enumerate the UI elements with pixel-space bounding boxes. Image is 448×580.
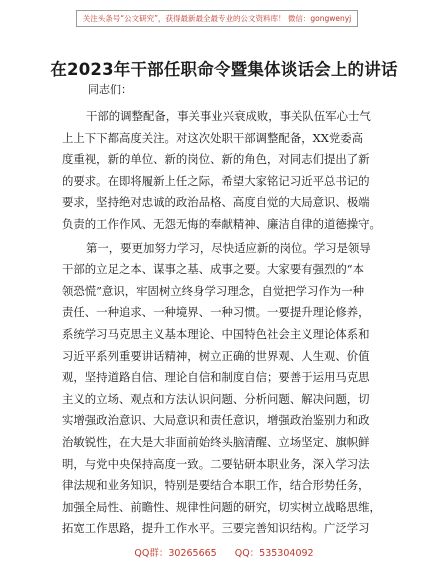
text-line: 负责的工作作风、无怨无悔的奉献精神、廉洁自律的道德操守。: [62, 216, 381, 231]
contact-footer: [0, 545, 448, 559]
text-line: 干部的调整配备，事关事业兴衰成败，事关队伍军心士气: [86, 109, 371, 123]
text-line: 领恐慌”意识，牢固树立终身学习理念，自觉把学习作为一种: [62, 283, 364, 298]
qq-number: QQ：535304092: [234, 548, 314, 559]
text-line: 实增强政治意识、大局意识和责任意识，增强政治鉴别力和政: [62, 413, 370, 428]
text-line: 拓宽工作思路，提升工作水平。三要完善知识结构。广泛学习: [62, 521, 370, 536]
text-line: 习近平系列重要讲话精神，树立正确的世界观、人生观、价值: [62, 348, 370, 363]
text-line: 要求，坚持绝对忠诚的政治品格、高度自觉的大局意识、极端: [62, 195, 370, 210]
qq-group-number: QQ群：30265665: [134, 548, 217, 559]
text-line: 第一，要更加努力学习，尽快适应新的岗位。学习是领导: [86, 240, 371, 255]
text-line: 干部的立足之本、谋事之基、成事之要。大家要有强烈的“本: [62, 262, 364, 277]
promo-banner: 关注头条号“公文研究”，获得最新最全最专业的公文资料库！ 微信：gongwenyj: [76, 10, 358, 27]
text-line: 的要求。在即将履新上任之际，希望大家铭记习近平总书记的: [62, 173, 370, 188]
text-line: 加强全局性、前瞻性、规律性问题的研究，切实树立战略思维，: [62, 499, 381, 514]
text-line: 主义的立场、观点和方法认识问题、分析问题、解决问题，切: [62, 391, 370, 406]
speech-body: [62, 106, 388, 540]
text-line: 度重视，新的单位、新的岗位、新的角色，对同志们提出了新: [62, 152, 370, 167]
text-line: 上上下下都高度关注。对这次处职干部调整配备，XX党委高: [62, 130, 363, 145]
text-line: 系统学习马克思主义基本理论、中国特色社会主义理论体系和: [62, 326, 370, 341]
text-line: 律法规和业务知识，特别是要结合本职工作，结合形势任务，: [62, 478, 370, 493]
text-line: 治敏锐性，在大是大非面前始终头脑清醒、立场坚定、旗帜鲜: [62, 434, 370, 449]
document-title: 在2023年干部任职命令暨集体谈话会上的讲话: [50, 60, 398, 79]
salutation: 同志们：: [88, 83, 132, 96]
text-line: 责任、一种追求、一种境界、一种习惯。一要提升理论修养，: [62, 305, 370, 320]
text-line: 明，与党中央保持高度一致。二要钻研本职业务，深入学习法: [62, 456, 370, 471]
text-line: 观，坚持道路自信、理论自信和制度自信；要善于运用马克思: [62, 370, 370, 385]
